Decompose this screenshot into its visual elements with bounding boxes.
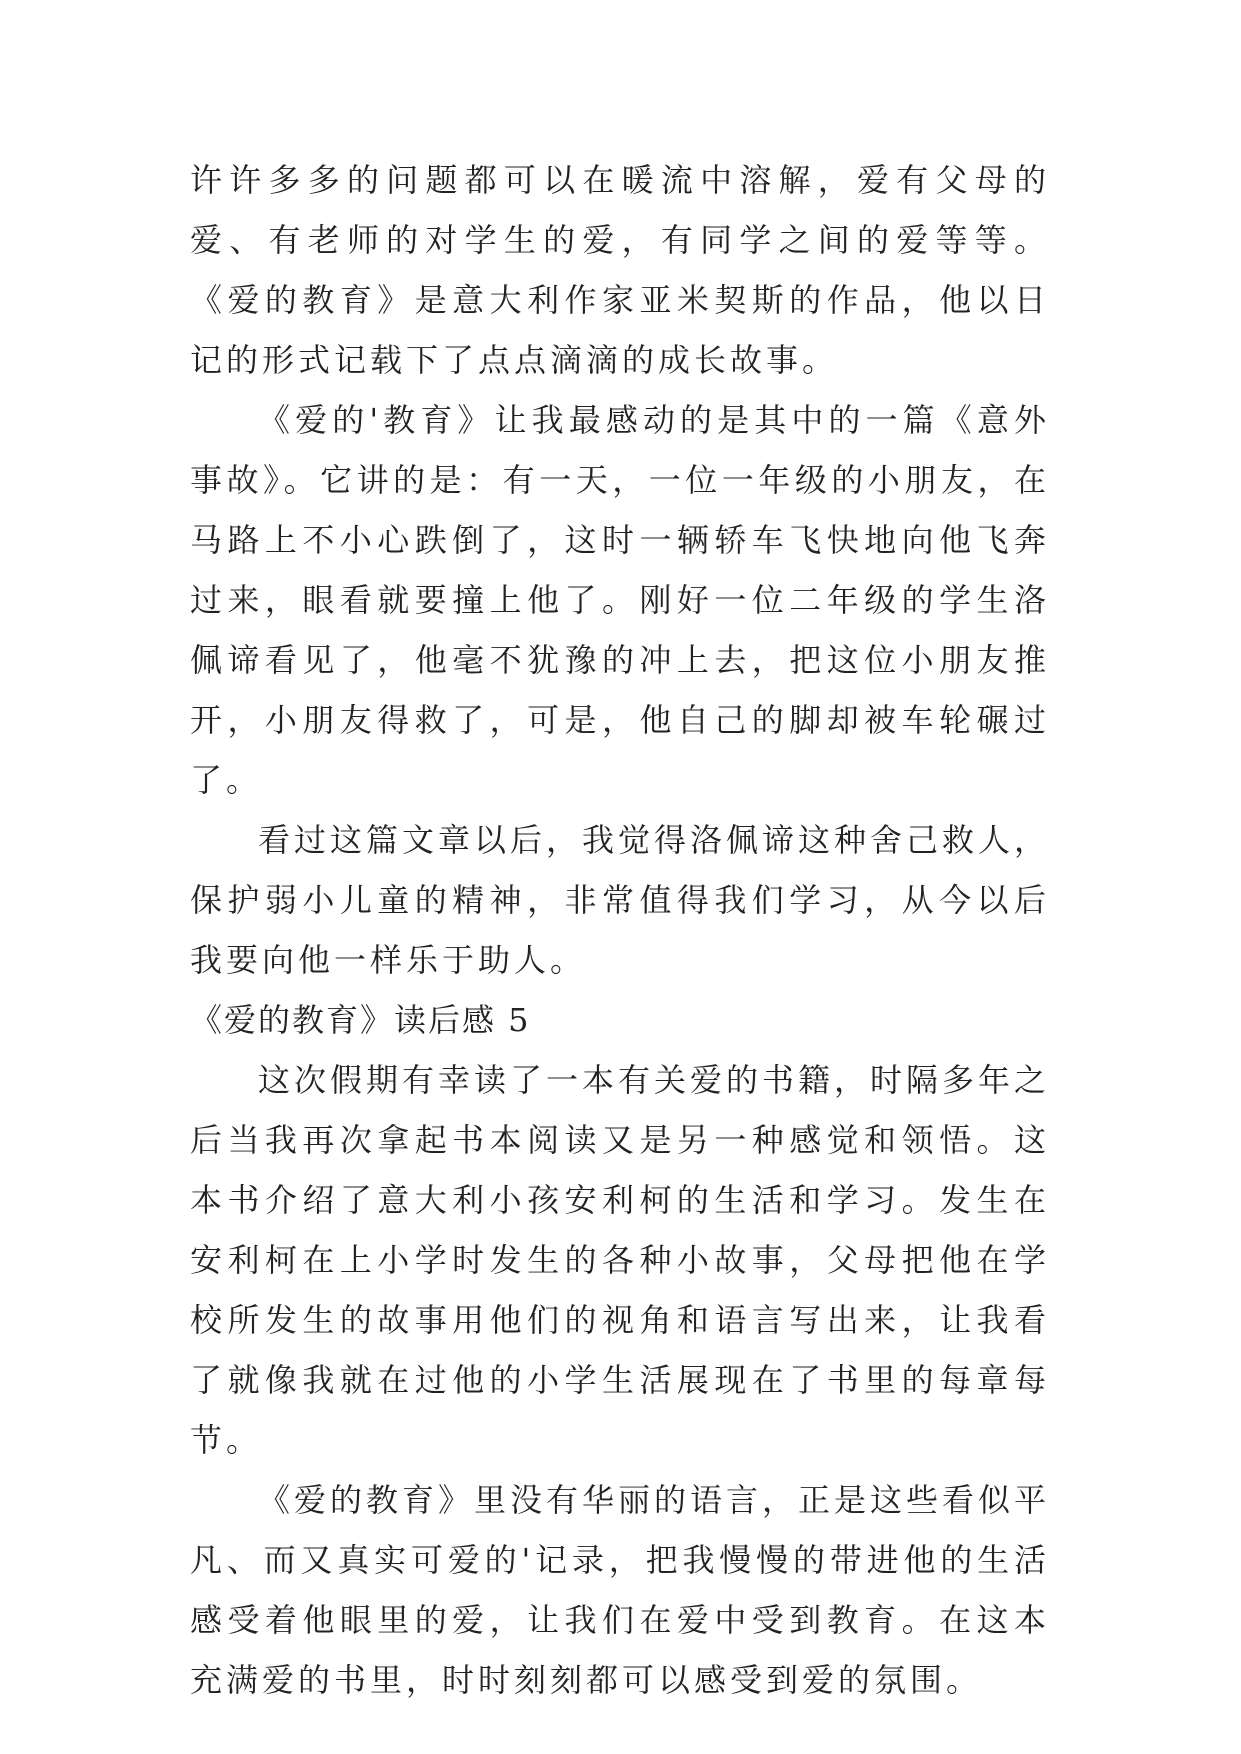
paragraph-reflection: 看过这篇文章以后，我觉得洛佩谛这种舍己救人，保护弱小儿童的精神，非常值得我们学习，从今以后我要向他一样乐于助人。 <box>190 821 1051 979</box>
document-body <box>190 150 1050 1710</box>
paragraph-continuation: 许许多多的问题都可以在暖流中溶解，爱有父母的爱、有老师的对学生的爱，有同学之间的爱等等。 《爱的教育》是意大利作家亚米契斯的作品，他以日记的形式记载下了点点滴滴的成长故事。 <box>190 161 1050 379</box>
paragraph-story: 《爱的'教育》让我最感动的是其中的一篇《意外事故》。它讲的是：有一天，一位一年级的小朋友，在马路上不小心跌倒了，这时一辆轿车飞快地向他飞奔过来，眼看就要撞上他了。刚好一位二年级的学生洛佩谛看见了，他毫不犹豫的冲上去，把这位小朋友推开，小朋友得救了，可是，他自己的脚却被车轮碾过了。 <box>190 401 1050 799</box>
paragraph-closing: 《爱的教育》里没有华丽的语言，正是这些看似平凡、而又真实可爱的'记录，把我慢慢的带进他的生活感受着他眼里的爱，让我们在爱中受到教育。在这本充满爱的书里，时时刻刻都可以感受到爱的氛围。 <box>190 1481 1051 1699</box>
paragraph-intro: 这次假期有幸读了一本有关爱的书籍，时隔多年之后当我再次拿起书本阅读又是另一种感觉和领悟。这本书介绍了意大利小孩安利柯的生活和学习。发生在安利柯在上小学时发生的各种小故事，父母把他在学校所发生的故事用他们的视角和语言写出来，让我看了就像我就在过他的小学生活展现在了书里的每章每节。 <box>190 1061 1051 1459</box>
section-heading: 《爱的教育》读后感 5 <box>190 1001 531 1039</box>
